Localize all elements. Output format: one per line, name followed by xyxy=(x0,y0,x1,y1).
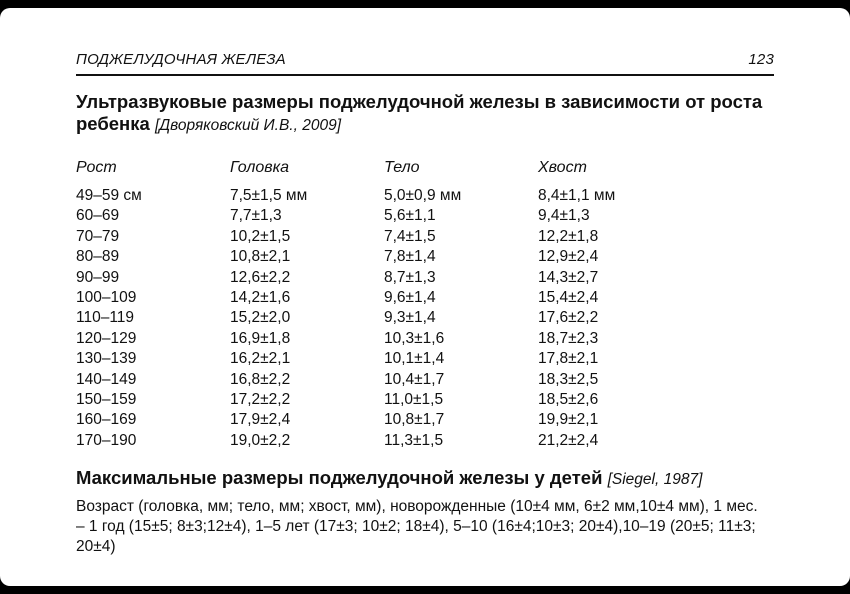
cell-height: 160–169 xyxy=(76,411,137,429)
pancreas-size-table xyxy=(76,159,696,448)
cell-height: 90–99 xyxy=(76,268,120,286)
header-rule xyxy=(76,74,774,76)
table-row xyxy=(76,432,696,452)
cell-tail: 17,6±2,2 xyxy=(538,309,599,327)
cell-tail: 12,9±2,4 xyxy=(538,248,599,266)
max-size-heading xyxy=(76,467,776,491)
cell-tail: 17,8±2,1 xyxy=(538,350,599,368)
cell-height: 70–79 xyxy=(76,227,120,245)
table-row xyxy=(76,391,696,411)
cell-height: 140–149 xyxy=(76,370,137,388)
cell-body: 7,4±1,5 xyxy=(384,227,436,245)
cell-head: 7,5±1,5 мм xyxy=(230,187,308,204)
table-row xyxy=(76,371,696,391)
column-header-body: Тело xyxy=(384,159,420,176)
cell-height: 110–119 xyxy=(76,309,135,327)
cell-body: 5,6±1,1 xyxy=(384,207,436,225)
section-title: ПОДЖЕЛУДОЧНАЯ ЖЕЛЕЗА xyxy=(76,51,286,68)
table-row xyxy=(76,228,696,248)
column-header-tail: Хвост xyxy=(538,159,587,176)
table-row xyxy=(76,350,696,370)
page-number: 123 xyxy=(748,51,774,68)
cell-tail: 18,7±2,3 xyxy=(538,329,599,347)
cell-height: 130–139 xyxy=(76,350,137,368)
document-page xyxy=(0,8,850,586)
table-row xyxy=(76,248,696,268)
table-heading-citation: [Дворяковский И.В., 2009] xyxy=(154,117,341,134)
cell-head: 17,9±2,4 xyxy=(230,411,291,429)
cell-body: 10,1±1,4 xyxy=(384,350,445,368)
cell-head: 7,7±1,3 xyxy=(230,207,282,225)
cell-tail: 21,2±2,4 xyxy=(538,431,599,449)
table-heading-text: Ультразвуковые размеры поджелудочной железы в зависимости от роста ребенка xyxy=(76,91,763,134)
max-size-heading-text: Максимальные размеры поджелудочной железы у детей xyxy=(76,467,603,488)
max-size-heading-citation: [Siegel, 1987] xyxy=(607,471,703,488)
cell-tail: 8,4±1,1 мм xyxy=(538,187,616,204)
cell-body: 11,3±1,5 xyxy=(384,431,444,449)
cell-body: 9,3±1,4 xyxy=(384,309,436,327)
cell-tail: 15,4±2,4 xyxy=(538,288,599,306)
table-body xyxy=(76,187,696,452)
running-header xyxy=(76,51,774,71)
cell-tail: 9,4±1,3 xyxy=(538,207,590,225)
cell-tail: 18,5±2,6 xyxy=(538,390,599,408)
column-header-head: Головка xyxy=(230,159,290,176)
cell-body: 8,7±1,3 xyxy=(384,268,436,286)
cell-height: 60–69 xyxy=(76,207,120,225)
cell-body: 10,8±1,7 xyxy=(384,411,445,429)
table-row xyxy=(76,187,696,207)
cell-body: 10,3±1,6 xyxy=(384,329,445,347)
column-header-height: Рост xyxy=(76,159,117,176)
table-row xyxy=(76,330,696,350)
cell-body: 10,4±1,7 xyxy=(384,370,445,388)
cell-height: 170–190 xyxy=(76,431,137,449)
max-size-paragraph: Возраст (головка, мм; тело, мм; хвост, мм), новорожденные (10±4 мм, 6±2 мм,10±4 мм), 1 мес. – 1 год (15±5; 8±3;12±4), 1–5 лет (17±3; 10±2; 18±4), 5–10 (16±4;10±3; 20±4),10–19 (20±5; 11±3; 20±4) xyxy=(76,498,758,555)
cell-head: 16,2±2,1 xyxy=(230,350,291,368)
table-header-row xyxy=(76,159,696,183)
cell-tail: 19,9±2,1 xyxy=(538,411,599,429)
table-row xyxy=(76,207,696,227)
cell-head: 15,2±2,0 xyxy=(230,309,291,327)
cell-head: 19,0±2,2 xyxy=(230,431,291,449)
cell-head: 10,8±2,1 xyxy=(230,248,291,266)
cell-height: 150–159 xyxy=(76,390,137,408)
cell-tail: 18,3±2,5 xyxy=(538,370,599,388)
table-row xyxy=(76,289,696,309)
cell-head: 14,2±1,6 xyxy=(230,288,291,306)
cell-body: 5,0±0,9 мм xyxy=(384,187,462,204)
cell-body: 11,0±1,5 xyxy=(384,390,444,408)
cell-height: 100–109 xyxy=(76,288,137,306)
table-row xyxy=(76,269,696,289)
cell-body: 9,6±1,4 xyxy=(384,288,436,306)
cell-height: 80–89 xyxy=(76,248,120,266)
cell-height: 49–59 см xyxy=(76,187,142,204)
table-row xyxy=(76,309,696,329)
table-heading xyxy=(76,91,776,137)
table-row xyxy=(76,411,696,431)
cell-height: 120–129 xyxy=(76,329,137,347)
cell-head: 10,2±1,5 xyxy=(230,227,291,245)
cell-tail: 14,3±2,7 xyxy=(538,268,599,286)
cell-head: 17,2±2,2 xyxy=(230,390,291,408)
cell-tail: 12,2±1,8 xyxy=(538,227,599,245)
cell-body: 7,8±1,4 xyxy=(384,248,436,266)
cell-head: 16,9±1,8 xyxy=(230,329,291,347)
cell-head: 12,6±2,2 xyxy=(230,268,291,286)
cell-head: 16,8±2,2 xyxy=(230,370,291,388)
